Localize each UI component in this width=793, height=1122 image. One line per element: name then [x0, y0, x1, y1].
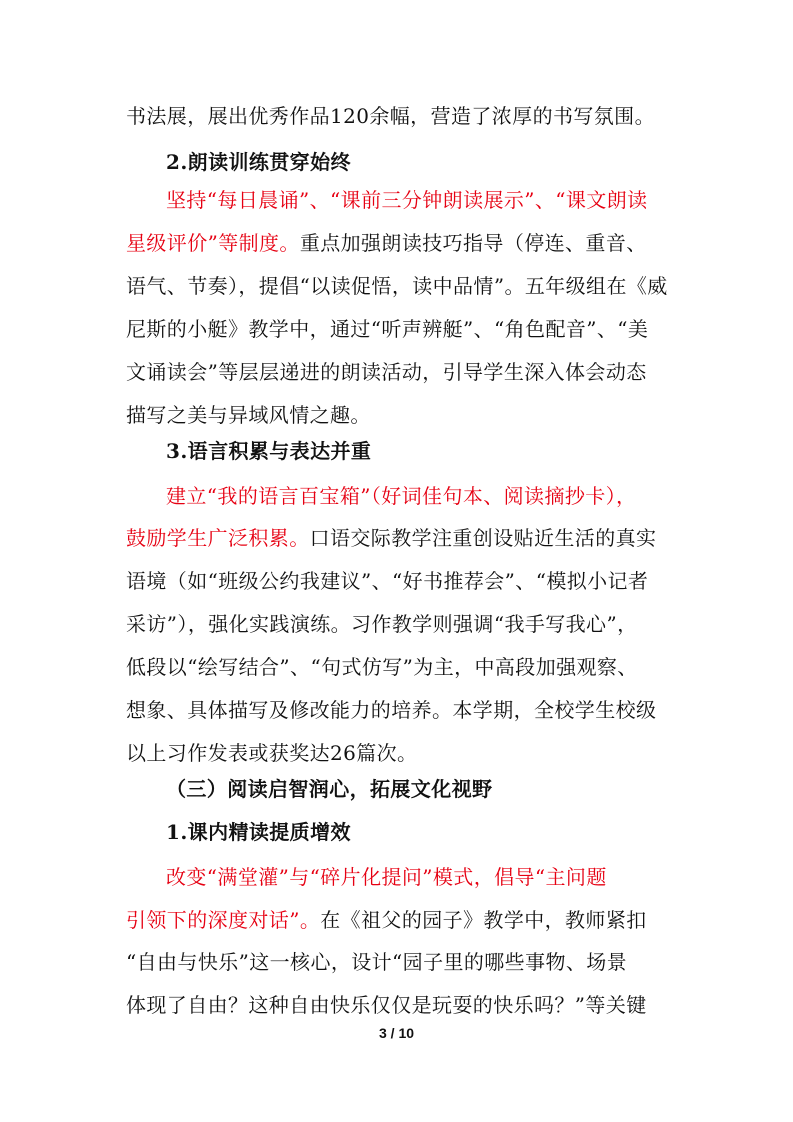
paragraph-text: [126, 104, 793, 128]
paragraph-line: [126, 274, 793, 298]
section-heading: [166, 439, 793, 463]
body-text: 低段以“绘写结合”、“句式仿写”为主，中高段加强观察、: [126, 655, 638, 679]
body-text: 想象、具体描写及修改能力的培养。本学期，全校学生校级: [126, 698, 657, 722]
highlight-text: 建立“我的语言百宝箱”（好词佳句本、阅读摘抄卡），: [166, 484, 637, 508]
body-text: 描写之美与异域风情之趣。: [126, 403, 371, 427]
body-text: 文诵读会”等层层递进的朗读活动，引导学生深入体会动态: [126, 360, 647, 384]
body-text: 尼斯的小艇》教学中，通过“听声辨艇”、“角色配音”、“美: [126, 317, 649, 341]
paragraph-line: [126, 908, 793, 932]
highlight-text: 引领下的深度对话”。: [126, 908, 321, 932]
part-3-title: （三）阅读启智润心，拓展文化视野: [166, 777, 493, 801]
body-text: 在《祖父的园子》教学中，教师紧扣: [320, 908, 647, 932]
paragraph-line: [126, 317, 793, 341]
part-heading: [166, 777, 793, 801]
paragraph-line: [126, 655, 793, 679]
section-3-title: 3.语言积累与表达并重: [166, 439, 372, 463]
subsection-1-title: 1.课内精读提质增效: [166, 820, 351, 844]
paragraph-line: [126, 569, 793, 593]
paragraph-line: [126, 231, 793, 255]
paragraph-line: [166, 865, 793, 889]
paragraph-line: [126, 950, 793, 974]
paragraph-line: [126, 612, 793, 636]
body-text: 语境（如“班级公约我建议”、“好书推荐会”、“模拟小记者: [126, 569, 649, 593]
paragraph-line: [166, 484, 793, 508]
paragraph-line: [126, 698, 793, 722]
page-number: 3 / 10: [378, 1025, 415, 1041]
section-heading: [166, 150, 793, 174]
paragraph-line: [126, 993, 793, 1017]
highlight-text: 鼓励学生广泛积累。: [126, 526, 310, 550]
body-text: 以上习作发表或获奖达26篇次。: [126, 741, 418, 765]
paragraph-line: [126, 526, 793, 550]
highlight-text: 星级评价”等制度。: [126, 231, 300, 255]
highlight-text: 坚持“每日晨诵”、“课前三分钟朗读展示”、“课文朗读: [166, 188, 648, 212]
subsection-heading: [166, 820, 793, 844]
paragraph-line: [166, 188, 793, 212]
body-text: 语气、节奏），提倡“以读促悟，读中品情”。五年级组在《威: [126, 274, 668, 298]
section-2-title: 2.朗读训练贯穿始终: [166, 150, 351, 174]
body-text: 重点加强朗读技巧指导（停连、重音、: [299, 231, 647, 255]
body-text: 采访”），强化实践演练。习作教学则强调“我手写我心”，: [126, 612, 638, 636]
paragraph-line: [126, 403, 793, 427]
paragraph-line: [126, 360, 793, 384]
body-text: 体现了自由？这种自由快乐仅仅是玩耍的快乐吗？”等关键: [126, 993, 647, 1017]
body-text: “自由与快乐”这一核心，设计“园子里的哪些事物、场景: [126, 950, 628, 974]
body-text: 口语交际教学注重创设贴近生活的真实: [309, 526, 657, 550]
paragraph-line: [126, 741, 793, 765]
paragraph-1-tail: 书法展，展出优秀作品120余幅，营造了浓厚的书写氛围。: [126, 104, 655, 128]
highlight-text: 改变“满堂灌”与“碎片化提问”模式，倡导“主问题: [166, 865, 607, 889]
